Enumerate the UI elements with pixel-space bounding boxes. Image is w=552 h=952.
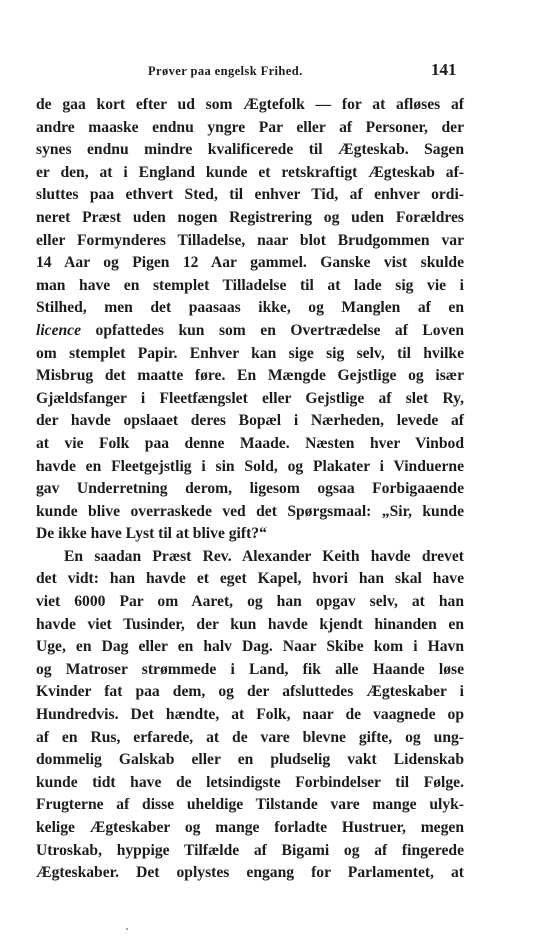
- text-line-with-italic: [36, 320, 464, 343]
- text-line: synes endnu mindre kvalificerede til Ægteskab. Sagen: [36, 141, 464, 159]
- text-line: og Matroser strømmede i Land, fik alle Haande løse: [36, 660, 464, 678]
- text-line: Kvinder fat paa dem, og der afsluttedes Ægteskaber i: [36, 683, 464, 701]
- text-line: Ægteskaber. Det oplystes engang for Parlamentet, at: [36, 864, 464, 882]
- text-line: Utroskab, hyppige Tilfælde af Bigami og af fingerede: [36, 841, 464, 859]
- text-line: neret Præst uden nogen Registrering og uden Forældres: [36, 208, 464, 226]
- text-line: havde viet Tusinder, der kun havde kjendt hinanden en: [36, 615, 464, 633]
- page-number: 141: [431, 60, 457, 79]
- text-line: kelige Ægteskaber og mange forladte Hustruer, megen: [36, 819, 464, 836]
- text-line: Misbrug det maatte føre. En Mængde Gejstlige og især: [36, 367, 464, 385]
- text-line: gav Underretning derom, ligesom ogsaa Forbigaaende: [36, 480, 464, 498]
- text-line: det vidt: han havde et eget Kapel, hvori han skal have: [36, 570, 464, 588]
- text-line: havde en Fleetgejstlig i sin Sold, og Plakater i Vinduerne: [36, 457, 464, 475]
- text-line: om stemplet Papir. Enhver kan sige sig selv, til hvilke: [36, 344, 464, 362]
- paragraph-end-line: De ikke have Lyst til at blive gift?“: [36, 525, 267, 543]
- text-line: er den, at i England kunde et retskraftigt Ægteskab af-: [36, 163, 464, 181]
- text-line: Uge, en Dag eller en halv Dag. Naar Skibe kom i Havn: [36, 638, 464, 656]
- text-line: Gjældsfanger i Fleetfængslet eller Gejstlige af slet Ry,: [36, 389, 464, 407]
- text-line: kunde tidt have de letsindigste Forbindelser til Følge.: [36, 773, 464, 791]
- running-title: Prøver paa engelsk Frihed.: [148, 64, 303, 78]
- text-line: kunde blive overraskede ved det Spørgsmaal: „Sir, kunde: [36, 502, 464, 520]
- text-line: de gaa kort efter ud som Ægtefolk — for at afløses af: [36, 96, 464, 113]
- text-line: af en Rus, erfarede, at de vare blevne gifte, og ung-: [36, 728, 464, 746]
- text-line: at vie Folk paa denne Maade. Næsten hver Vinbod: [36, 434, 464, 452]
- text-line: man have en stemplet Tilladelse til at lade sig vie i: [36, 276, 464, 294]
- text-line-rest: opfattedes kun som en Overtrædelse af Loven: [81, 321, 464, 339]
- italic-term: licence: [36, 321, 82, 339]
- text-line: Hundredvis. Det hændte, at Folk, naar de vaagnede op: [36, 706, 464, 724]
- running-header: [0, 60, 552, 84]
- text-line: viet 6000 Par om Aaret, og han opgav selv, at han: [36, 593, 464, 611]
- text-line: Stilhed, men det paasaas ikke, og Manglen af en: [36, 299, 464, 317]
- text-line: der havde opslaaet deres Bopæl i Nærheden, levede af: [36, 412, 464, 430]
- paragraph-start-line: En saadan Præst Rev. Alexander Keith havde drevet: [64, 547, 464, 565]
- text-line: dommelig Galskab eller en pludselig vakt Lidenskab: [36, 751, 464, 769]
- text-line: sluttes paa ethvert Sted, til enhver Tid, af enhver ordi-: [36, 186, 464, 204]
- text-line: eller Formynderes Tilladelse, naar blot Brudgommen var: [36, 231, 464, 249]
- body-text: [36, 94, 464, 885]
- print-speck: [126, 928, 128, 930]
- text-line: andre maaske endnu yngre Par eller af Personer, der: [36, 118, 464, 136]
- text-line: Frugterne af disse uheldige Tilstande vare mange ulyk-: [36, 796, 464, 814]
- text-line: 14 Aar og Pigen 12 Aar gammel. Ganske vist skulde: [36, 254, 464, 272]
